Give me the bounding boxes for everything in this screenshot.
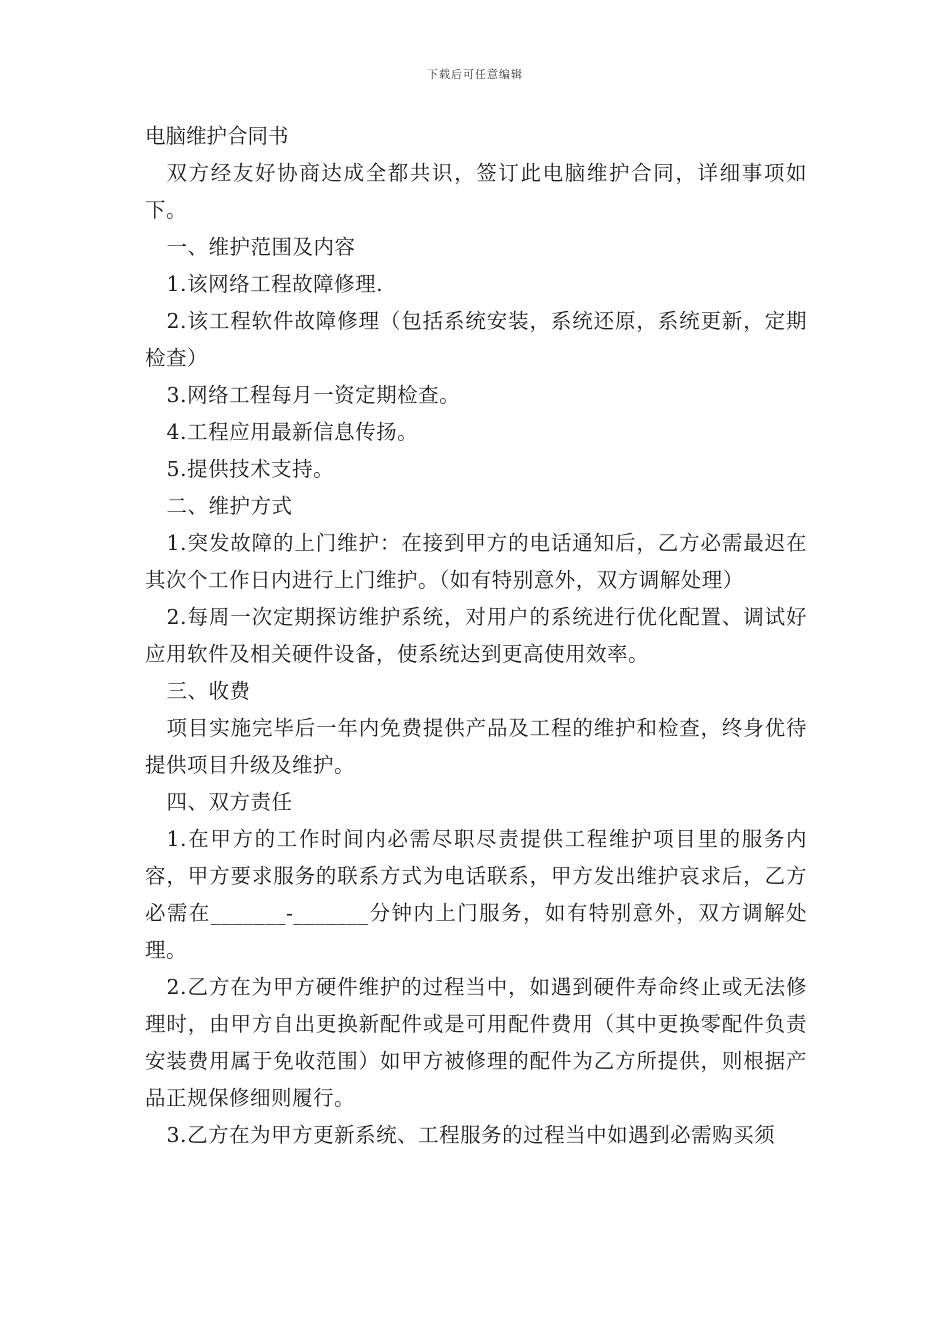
scope-item: 3.网络工程每月一资定期检查。 [166, 383, 461, 407]
responsibility-item: 3.乙方在为甲方更新系统、工程服务的过程当中如遇到必需购买须 [166, 1123, 776, 1147]
scope-item: 2.该工程软件故障修理（包括系统安装，系统还原，系统更新，定期检查） [145, 309, 807, 370]
section-heading-scope: 一、维护范围及内容 [166, 235, 356, 259]
scope-item: 1.该网络工程故障修理. [166, 272, 384, 296]
section-heading-method: 二、维护方式 [166, 494, 293, 518]
fees-paragraph: 项目实施完毕后一年内免费提供产品及工程的维护和检查，终身优待提供项目升级及维护。 [145, 716, 807, 777]
scope-item: 4.工程应用最新信息传扬。 [166, 420, 419, 444]
contract-title: 电脑维护合同书 [145, 124, 289, 148]
responsibility-item: 1.在甲方的工作时间内必需尽职尽责提供工程维护项目里的服务内容，甲方要求服务的联系方式为电话联系，甲方发出维护哀求后，乙方必需在_______-_______分钟内上门服务，如有特别意外，双方调解处理。 [145, 827, 807, 962]
intro-paragraph: 双方经友好协商达成全都共识，签订此电脑维护合同，详细事项如下。 [145, 161, 807, 222]
responsibility-item: 2.乙方在为甲方硬件维护的过程当中，如遇到硬件寿命终止或无法修理时，由甲方自出更换新配件或是可用配件费用（其中更换零配件负责安装费用属于免收范围）如甲方被修理的配件为乙方所提供，则根据产品正规保修细则履行。 [145, 975, 807, 1110]
scope-item: 5.提供技术支持。 [166, 457, 335, 481]
section-heading-fees: 三、收费 [166, 679, 251, 703]
section-heading-responsibilities: 四、双方责任 [166, 790, 293, 814]
page-header-note: 下载后可任意编辑 [427, 68, 523, 81]
method-item: 2.每周一次定期探访维护系统，对用户的系统进行优化配置、调试好应用软件及相关硬件设备，使系统达到更高使用效率。 [145, 605, 807, 666]
method-item: 1.突发故障的上门维护：在接到甲方的电话通知后，乙方必需最迟在其次个工作日内进行上门维护。（如有特别意外，双方调解处理） [145, 531, 807, 592]
contract-body [145, 118, 807, 1154]
